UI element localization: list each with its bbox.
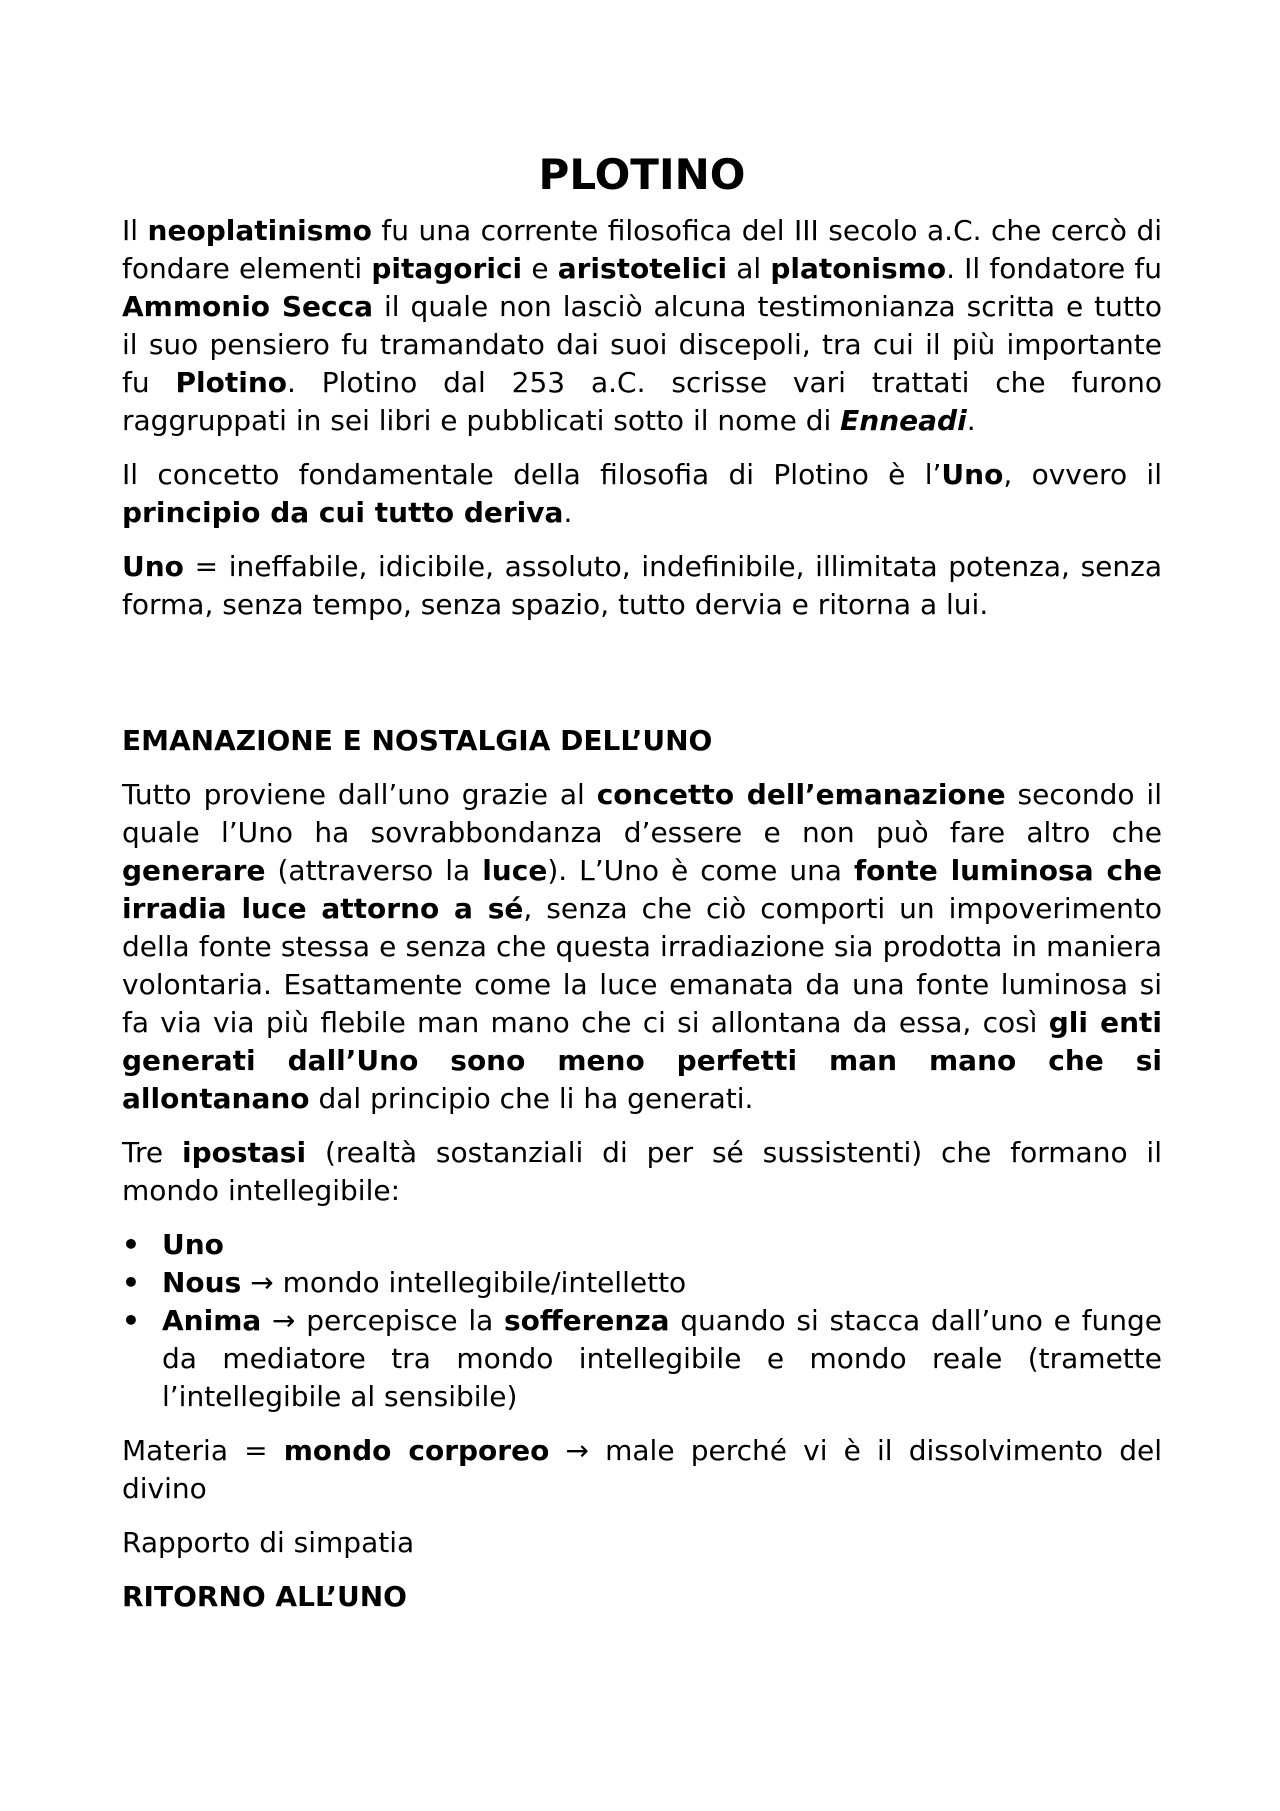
arrow-right-icon: → bbox=[272, 1304, 296, 1337]
section-heading-ritorno: RITORNO ALL’UNO bbox=[122, 1580, 407, 1613]
ipostasi-paragraph: Tre ipostasi (realtà sostanziali di per sé sussistenti) che formano il mondo intellegibile: bbox=[122, 1136, 1162, 1207]
bullet-icon: • bbox=[122, 1304, 140, 1337]
intro-paragraph-1: Il neoplatinismo fu una corrente filosofica del III secolo a.C. che cercò di fondare elementi pitagorici e aristotelici al platonismo. Il fondatore fu Ammonio Secca il quale non lasciò alcuna testimonianza scritta e tutto il suo pensiero fu tramandato dai suoi discepoli, tra cui il più importante fu Plotino. Plotino dal 253 a.C. scrisse vari trattati che furono raggruppati in sei libri e pubblicati sotto il nome di Enneadi. bbox=[122, 214, 1163, 437]
list-item: • Nous → mondo intellegibile/intelletto bbox=[122, 1264, 1162, 1302]
section-heading-emanazione: EMANAZIONE E NOSTALGIA DELL’UNO bbox=[122, 724, 713, 757]
materia-paragraph: Materia = mondo corporeo → male perché vi è il dissolvimento del divino bbox=[122, 1434, 1162, 1505]
simpatia-paragraph: Rapporto di simpatia bbox=[122, 1526, 415, 1559]
arrow-right-icon: → bbox=[250, 1266, 274, 1299]
bullet-icon: • bbox=[122, 1266, 140, 1299]
bullet-icon: • bbox=[122, 1228, 140, 1261]
list-item: • Uno bbox=[122, 1226, 1162, 1264]
ipostasi-list bbox=[122, 1226, 1162, 1416]
intro-paragraph-3: Uno = ineffabile, idicibile, assoluto, indefinibile, illimitata potenza, senza forma, senza tempo, senza spazio, tutto dervia e ritorna a lui. bbox=[122, 550, 1162, 621]
document-page bbox=[122, 150, 1162, 1616]
list-item: • Anima → percepisce la sofferenza quando si stacca dall’uno e funge da mediatore tra mondo intellegibile e mondo reale (tramette l’intellegibile al sensibile) bbox=[122, 1304, 1163, 1413]
page-title: PLOTINO bbox=[538, 150, 746, 199]
emanazione-paragraph: Tutto proviene dall’uno grazie al concetto dell’emanazione secondo il quale l’Uno ha sovrabbondanza d’essere e non può fare altro che generare (attraverso la luce). L’Uno è come una fonte luminosa che irradia luce attorno a sé, senza che ciò comporti un impoverimento della fonte stessa e senza che questa irradiazione sia prodotta in maniera volontaria. Esattamente come la luce emanata da una fonte luminosa si fa via via più flebile man mano che ci si allontana da essa, così gli enti generati dall’Uno sono meno perfetti man mano che si allontanano dal principio che li ha generati. bbox=[122, 778, 1162, 1115]
intro-paragraph-2: Il concetto fondamentale della filosofia di Plotino è l’Uno, ovvero il principio da cui tutto deriva. bbox=[122, 458, 1162, 529]
